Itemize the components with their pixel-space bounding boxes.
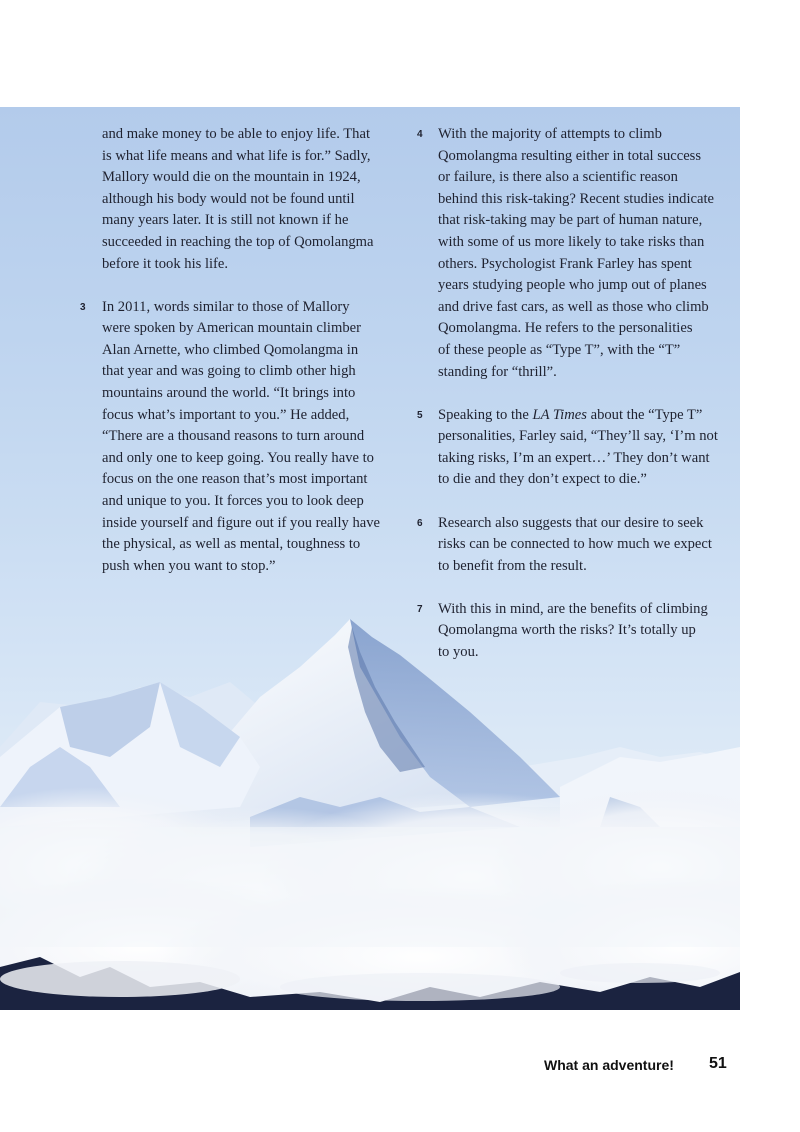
text-line: Qomolangma. He refers to the personalities <box>438 320 693 337</box>
text-line <box>438 405 738 427</box>
text-line: In 2011, words similar to those of Mallory <box>102 298 350 315</box>
text-line: standing for “thrill”. <box>438 363 557 380</box>
paragraph-number: 3 <box>80 301 86 313</box>
publication-title: LA Times <box>532 406 587 423</box>
text-line: is what life means and what life is for.” Sadly, <box>102 147 371 164</box>
paragraph-5 <box>417 405 738 491</box>
text-line: before it took his life. <box>102 255 229 272</box>
text-segment: about the “Type T” <box>586 406 703 423</box>
text-line: focus on the one reason that’s most important <box>102 471 368 488</box>
paragraph-6 <box>417 513 738 578</box>
text-line: many years later. It is still not known if he <box>102 212 349 229</box>
text-line: Mallory would die on the mountain in 1924, <box>102 169 361 186</box>
text-line: Research also suggests that our desire to seek <box>438 514 704 531</box>
text-line: and drive fast cars, as well as those who climb <box>438 298 709 315</box>
text-line: taking risks, I’m an expert…’ They don’t want <box>438 449 710 466</box>
paragraph-continued <box>102 124 402 275</box>
paragraph-4 <box>417 124 738 383</box>
text-line: and unique to you. It forces you to look deep <box>102 493 364 509</box>
left-text-column <box>80 124 402 599</box>
text-line: Alan Arnette, who climbed Qomolangma in <box>102 341 359 358</box>
text-line: to die and they don’t expect to die.” <box>438 471 647 488</box>
text-line: that year and was going to climb other high <box>102 363 356 380</box>
text-line: personalities, Farley said, “They’ll say, ‘I’m not <box>438 428 718 445</box>
text-line: focus what’s important to you.” He added, <box>102 406 350 423</box>
text-line: With this in mind, are the benefits of climbing <box>438 600 708 617</box>
text-line: risks can be connected to how much we expect <box>438 536 712 553</box>
text-line: and only one to keep going. You really have to <box>102 449 374 466</box>
paragraph-number: 6 <box>417 517 423 529</box>
text-line: Qomolangma resulting either in total success <box>438 147 702 164</box>
text-line: to you. <box>438 643 479 660</box>
text-line: and make money to be able to enjoy life. That <box>102 126 371 142</box>
text-line: Qomolangma worth the risks? It’s totally up <box>438 622 696 639</box>
right-text-column <box>417 124 738 685</box>
text-line: or failure, is there also a scientific reason <box>438 169 678 186</box>
text-line: to benefit from the result. <box>438 557 587 574</box>
page-number: 51 <box>709 1055 727 1072</box>
text-line: that risk-taking may be part of human nature, <box>438 212 703 229</box>
paragraph-7 <box>417 599 738 664</box>
footer-section-title: What an adventure! <box>544 1057 674 1073</box>
text-line: push when you want to stop.” <box>102 557 276 574</box>
text-segment: Speaking to the <box>438 406 533 423</box>
paragraph-number: 5 <box>417 409 423 421</box>
paragraph-number: 4 <box>417 129 423 140</box>
text-line: although his body would not be found until <box>102 190 355 207</box>
text-line: years studying people who jump out of planes <box>438 277 707 294</box>
text-line: “There are a thousand reasons to turn around <box>102 428 365 445</box>
text-line: of these people as “Type T”, with the “T” <box>438 341 681 358</box>
text-line: others. Psychologist Frank Farley has spent <box>438 255 692 272</box>
text-line: behind this risk-taking? Recent studies indicate <box>438 190 714 207</box>
text-line: inside yourself and figure out if you really have <box>102 514 381 531</box>
text-line: with some of us more likely to take risks than <box>438 233 705 250</box>
text-line: were spoken by American mountain climber <box>102 320 361 337</box>
text-line: mountains around the world. “It brings into <box>102 385 356 402</box>
text-line: the physical, as well as mental, toughness to <box>102 536 361 553</box>
paragraph-3 <box>80 297 402 578</box>
text-line: With the majority of attempts to climb <box>438 126 662 142</box>
paragraph-number: 7 <box>417 603 423 615</box>
text-line: succeeded in reaching the top of Qomolangma <box>102 233 374 250</box>
